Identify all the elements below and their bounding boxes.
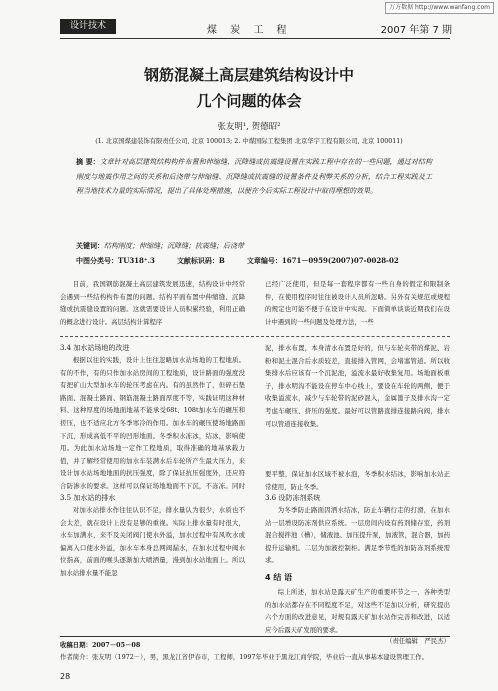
section-3-4-heading: 3.4 加水站场地的改进 xyxy=(60,344,130,352)
right-continued-body-2: 要平整，保证加水区域不被水泡，冬季积水结冰，影响加水站正常使用，防止冬季。 xyxy=(265,470,450,491)
title-line-1: 钢筋混凝土高层建筑结构设计中 xyxy=(143,66,354,84)
title-line-2: 几个问题的体会 xyxy=(196,92,302,110)
conclusion-body: 综上所述，加水站是露天矿生产的重要环节之一，各种类型的加水站都存在不同程度不足，对这些不足加以分析，研究提出六个方面的改进意见，对规有露天矿加水站作完善和改进，以适应今后露天矿发展的要求。 xyxy=(265,588,450,634)
clc-number: 中图分类号：TU318⁺.3 xyxy=(76,256,155,265)
intro-left: 目前，我国钢筋混凝土高层建筑发展迅速，结构设计中经常会遇到一些结构构件布置的问题。结构平面布置中伸缩缝、沉降缝或抗震缝设置的问题。这就需要设计人员积累经验，利用正确的概念进行设计。高层结构计算程序 xyxy=(60,280,245,326)
page-number: 28 xyxy=(60,672,71,681)
section-3-4-body: 根据以往的实践，设计上往往忽略加水站场地的工程地质。有的不作，有的只作加水站房间的工程地质，设计路面的强度没有把矿山大型加水车的轮压考虑在内。有的虽然作了，但碎石垫路面、混凝土路面、钢筋混凝土路面厚度不等，实践证明这种材料、这种厚度的场地面地基不能承受68t、108t加水车的碾压和搓压，也不适应北方冬季寒冷的作用。加水车的碾压使场地路面下沉，形成高低不平的凹形地面。冬季积水冻冰，结冰，影响使用。为此加水站场地一定作工程地质，取得准确的地基承载力值，并了解经常使用的加水车装满水后车轮所产生最大压力，来设计加水站场地地面的抗压强度，除了保证抗压强度外，还应符合防渗水的要求。这样可以保证场地地面不下沉，不冻冻。同时 xyxy=(60,356,245,490)
authors: 张友明¹, 贺德昭² xyxy=(217,122,281,132)
header-rule xyxy=(60,38,450,39)
keywords-text: 结构刚度；伸缩缝；沉降缝；抗震缝；后浇带 xyxy=(104,242,244,250)
affiliation: (1. 北京国煤建装饰有限责任公司, 北京 100013; 2. 中煤国际工程集团 北京华宇工程有限公司, 北京 100011) xyxy=(95,138,403,145)
journal-name: 煤 炭 工 程 xyxy=(207,25,292,36)
abstract xyxy=(76,155,432,199)
keywords-label: 关键词： xyxy=(76,241,104,250)
right-column xyxy=(265,342,450,645)
section-tag: 设计技术 xyxy=(60,19,116,34)
section-3-5-body: 对加水站排水作往往认识不足，排水量认为很少，水质也不会太差，就在设计上没有足够的重视。实际上排水量有时很大，水车加满水，来不及关闭阀门使水外溢，加水过程中有风吹水或偏离入口使水外溢，加水车本身总网阀漏水，在加水过程中阀水位指高，前面的喉头逐渐加大喷洒量，漫到加水站地面上。所以加水站排水量不能忽 xyxy=(60,506,245,577)
article-number: 文章编号：1671－0959(2007)07-0028-02 xyxy=(246,256,399,265)
issue-number: 2007 年第 7 期 xyxy=(380,25,452,36)
keywords xyxy=(76,241,244,251)
intro-right: 已经广泛使用，但是每一套程序都有一些自身的假定和限制条件，在使用程序时往往被设计人员所忽略。另外有关规范或规程的规定也可能不便于在设计中实现。下面简单谈谈近期我们在设计中遇到的一些问题及处理方法，一些 xyxy=(265,280,450,326)
section-4-heading: 4 结 语 xyxy=(265,573,293,582)
author-bio: 作者简介：张友明（1972－），男，黑龙江省伊春市，工程师，1997年毕业于黑龙江商学院，毕业后一直从事基本建设管理工作。 xyxy=(60,653,429,661)
watermark: 万方数据 http://www.wanfang.com xyxy=(385,2,494,14)
classification-line xyxy=(76,256,421,266)
footer-rule xyxy=(60,636,450,637)
document-code: 文献标识码：B xyxy=(176,256,225,265)
section-3-6-heading: 3.6 设防冻剂系统 xyxy=(265,494,321,502)
abstract-label: 摘 要： xyxy=(76,157,100,166)
abstract-text: 文章针对高层建筑结构构件布置和伸缩缝、沉降缝或抗震缝设置在实践工程中存在的一些问题，通过对结构刚度与地震作用之间的关系和后浇带与伸缩缝、沉降缝或抗震缝的设置条件及利弊关系的分析，结合工程实践及工程当地技术力量的实际情况，提出了具体处理措施，以便在今后实际工程设计中取得理想的效果。 xyxy=(76,158,433,195)
left-column xyxy=(60,342,245,630)
section-3-6-body: 为冬季防止路面因洒水结冰，防止车辆行走的打滑，在加水站一层增设防冻剂供应系统。一层房间内设有药剂储存室，药剂混合搅拌池（槽），储液池、加压提升泵，加液管，混合器，加药提升运输机。二层为加液控制柜。满足季节性的加防冻剂系统需求。 xyxy=(265,506,450,565)
section-divider xyxy=(60,336,450,337)
right-continued-body: 泥，排水布置，本身清水布置是好的，但与车轮夹带的煤泥、岩粉和泥土混合后水质较差，直接排入管网，会堵塞管道。所以收集排水后应该有一个沉泥池，溢流水最好收集复用。场地面板重子，排水明沟不能设在停车中心线上，要设在车轮的两侧，便于收集溢流水，减少与车轮带的泥砂混入，金属篦子及排水沟一定考虑车碾压、挤压的强度。最好可以管路直排连接路向阀，排水可以管道连接收集。 xyxy=(265,344,450,428)
section-3-5-heading: 3.5 加水站的排水 xyxy=(60,494,116,502)
responsible-editor: （责任编辑 严民杰） xyxy=(386,637,450,645)
received-date: 收稿日期：2007－05－08 xyxy=(60,641,141,649)
